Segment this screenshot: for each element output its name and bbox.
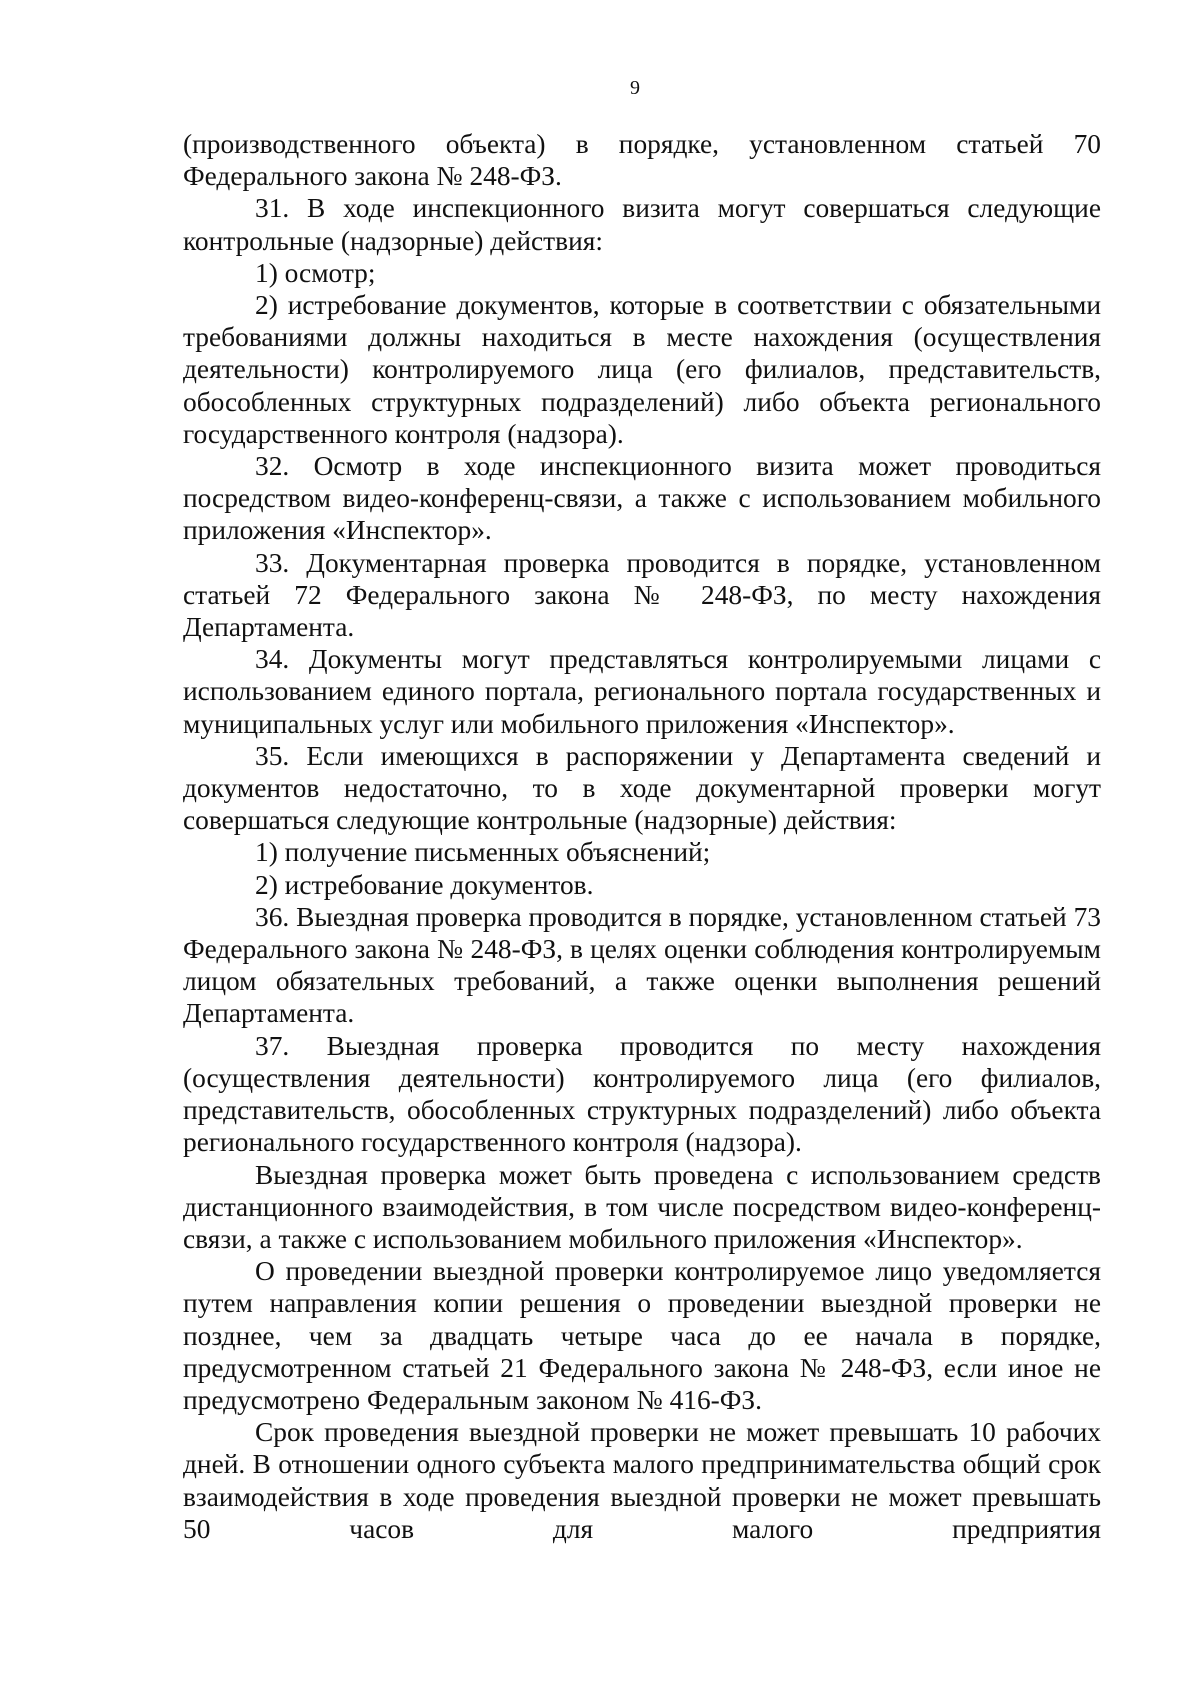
list-item-35-2: 2) истребование документов. — [255, 869, 594, 900]
paragraph-item-35: 35. Если имеющихся в распоряжении у Департамента сведений и документов недостаточно, то в ходе документарной проверки могут совершаться следующие контрольные (надзорные) действия: — [183, 740, 1101, 836]
list-item-31-2: 2) истребование документов, которые в соответствии с обязательными требованиями должны находиться в месте нахождения (осуществления деятельности) контролируемого лица (его филиалов, представительств, обособленных структурных подразделений) либо объекта регионального государственного контроля (надзора). — [183, 290, 1101, 449]
document-body — [183, 128, 1101, 1545]
list-item-35-1: 1) получение письменных объяснений; — [255, 837, 711, 868]
paragraph-notification: О проведении выездной проверки контролируемое лицо уведомляется путем направления копии решения о проведении выездной проверки не позднее, чем за двадцать четыре часа до ее начала в порядке, предусмотренном статьей 21 Федерального закона № 248-ФЗ, если иное не предусмотрено Федеральным законом № 416-ФЗ. — [183, 1256, 1101, 1415]
paragraph-item-36: 36. Выездная проверка проводится в порядке, установленном статьей 73 Федерального закона № 248-ФЗ, в целях оценки соблюдения контролируемым лицом обязательных требований, а также оценки выполнения решений Департамента. — [183, 901, 1101, 1029]
paragraph-item-31: 31. В ходе инспекционного визита могут совершаться следующие контрольные (надзорные) действия: — [183, 193, 1101, 256]
paragraph-item-37: 37. Выездная проверка проводится по месту нахождения (осуществления деятельности) контролируемого лица (его филиалов, представительств, обособленных структурных подразделений) либо объекта регионального государственного контроля (надзора). — [183, 1030, 1101, 1158]
paragraph-item-33: 33. Документарная проверка проводится в порядке, установленном статьей 72 Федерального закона № 248-ФЗ, по месту нахождения Департамента. — [183, 547, 1101, 643]
paragraph-duration: Срок проведения выездной проверки не может превышать 10 рабочих дней. В отношении одного субъекта малого предпринимательства общий срок взаимодействия в ходе проведения выездной проверки не может превышать 50 часов для малого предприятия — [183, 1417, 1101, 1544]
page-number: 9 — [630, 77, 640, 99]
paragraph-remote-inspection: Выездная проверка может быть проведена с использованием средств дистанционного взаимодействия, в том числе посредством видео-конференц-связи, а также с использованием мобильного приложения «Инспектор». — [183, 1159, 1101, 1254]
paragraph-continuation: (производственного объекта) в порядке, установленном статьей 70 Федерального закона № 248-ФЗ. — [183, 129, 1101, 192]
paragraph-item-34: 34. Документы могут представляться контролируемыми лицами с использованием единого портала, регионального портала государственных и муниципальных услуг или мобильного приложения «Инспектор». — [183, 644, 1101, 739]
paragraph-item-32: 32. Осмотр в ходе инспекционного визита может проводиться посредством видео-конференц-связи, а также с использованием мобильного приложения «Инспектор». — [183, 451, 1101, 546]
list-item-31-1: 1) осмотр; — [255, 257, 376, 288]
